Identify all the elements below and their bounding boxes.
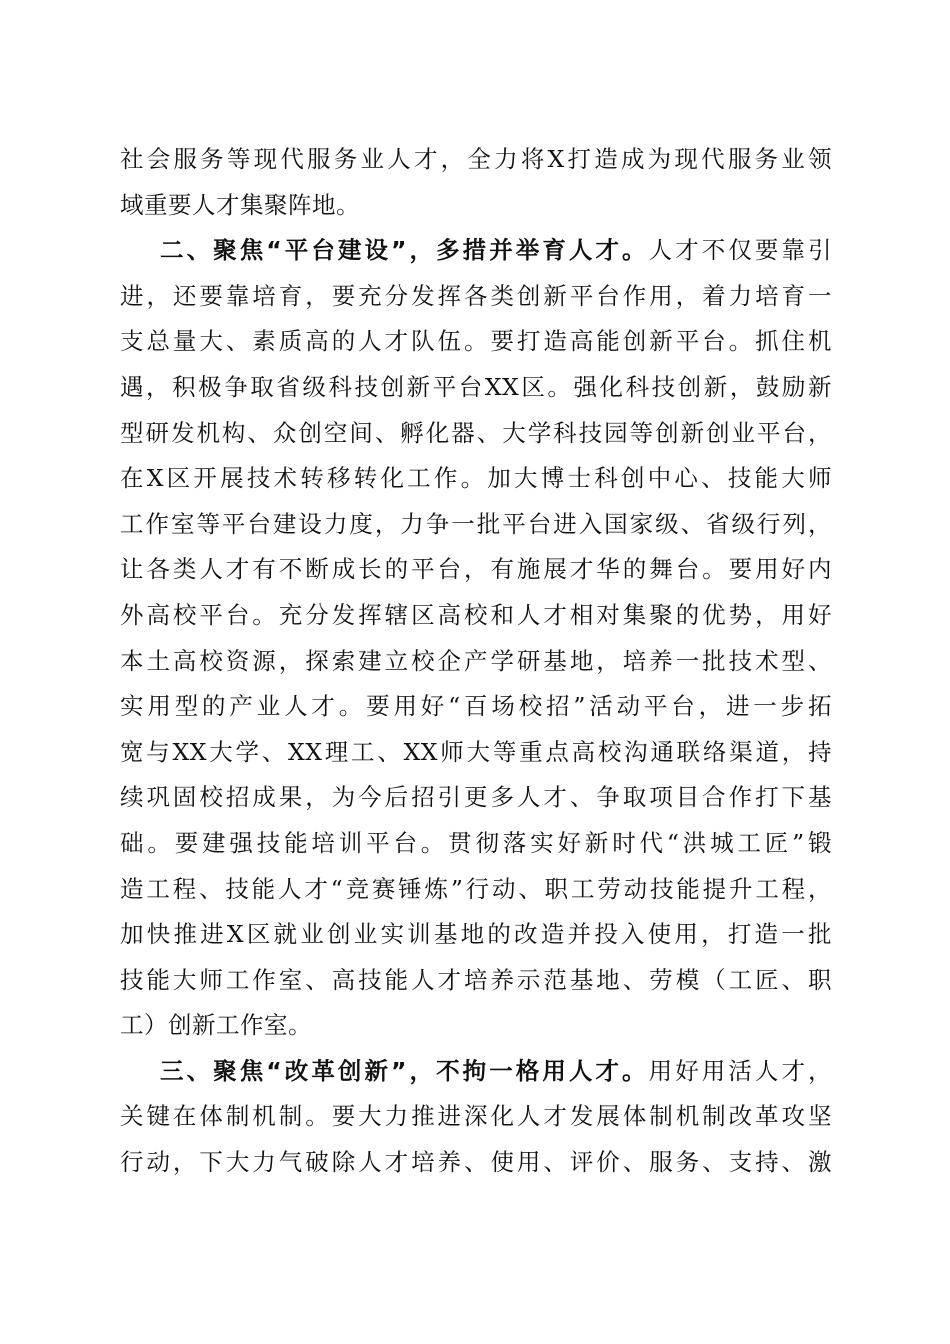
text-line: 工作室等平台建设力度，力争一批平台进入国家级、省级行列， <box>120 509 832 538</box>
text-line: 在X区开展技术转移转化工作。加大博士科创中心、技能大师 <box>120 464 832 493</box>
text-line: 域重要人才集聚阵地。 <box>120 190 360 219</box>
text-line: 行动，下大力气破除人才培养、使用、评价、服务、支持、激 <box>120 1148 832 1177</box>
text-line: 础。要建强技能培训平台。贯彻落实好新时代“洪城工匠”锻 <box>120 828 832 857</box>
text-line: 续巩固校招成果，为今后招引更多人才、争取项目合作打下基 <box>120 783 832 812</box>
text-line: 让各类人才有不断成长的平台，有施展才华的舞台。要用好内 <box>120 555 832 584</box>
section-heading-3: 三、聚焦“改革创新”，不拘一格用人才。 <box>160 1056 649 1085</box>
text-line: 实用型的产业人才。要用好“百场校招”活动平台，进一步拓 <box>120 692 832 721</box>
text-line: 支总量大、素质高的人才队伍。要打造高能创新平台。抓住机 <box>120 327 832 356</box>
text-line: 本土高校资源，探索建立校企产学研基地，培养一批技术型、 <box>120 646 832 675</box>
section-heading-2: 二、聚焦“平台建设”，多措并举育人才。 <box>160 236 649 265</box>
text-line: 社会服务等现代服务业人才，全力将X打造成为现代服务业领 <box>120 145 832 173</box>
text-line: 外高校平台。充分发挥辖区高校和人才相对集聚的优势，用好 <box>120 600 832 629</box>
text-line: 加快推进X区就业创业实训基地的改造并投入使用，打造一批 <box>120 920 832 949</box>
text-line: 遇，积极争取省级科技创新平台XX区。强化科技创新，鼓励新 <box>120 372 832 401</box>
text-line: 宽与XX大学、XX理工、XX师大等重点高校沟通联络渠道，持 <box>120 737 832 766</box>
text-line: 工）创新工作室。 <box>120 1011 312 1040</box>
text-run: 人才不仅要靠引 <box>648 236 832 265</box>
text-run: 用好用活人才， <box>648 1056 832 1085</box>
text-line: 关键在体制机制。要大力推进深化人才发展体制机制改革攻坚 <box>120 1102 832 1131</box>
text-line: 进，还要靠培育，要充分发挥各类创新平台作用，着力培育一 <box>120 281 832 310</box>
text-line: 技能大师工作室、高技能人才培养示范基地、劳模（工匠、职 <box>120 965 832 994</box>
section-heading-line <box>120 228 832 274</box>
text-line: 造工程、技能人才“竞赛锤炼”行动、职工劳动技能提升工程， <box>120 874 832 903</box>
body-text <box>120 137 832 1186</box>
text-line: 型研发机构、众创空间、孵化器、大学科技园等创新创业平台， <box>120 418 832 447</box>
section-heading-line <box>120 1049 832 1095</box>
